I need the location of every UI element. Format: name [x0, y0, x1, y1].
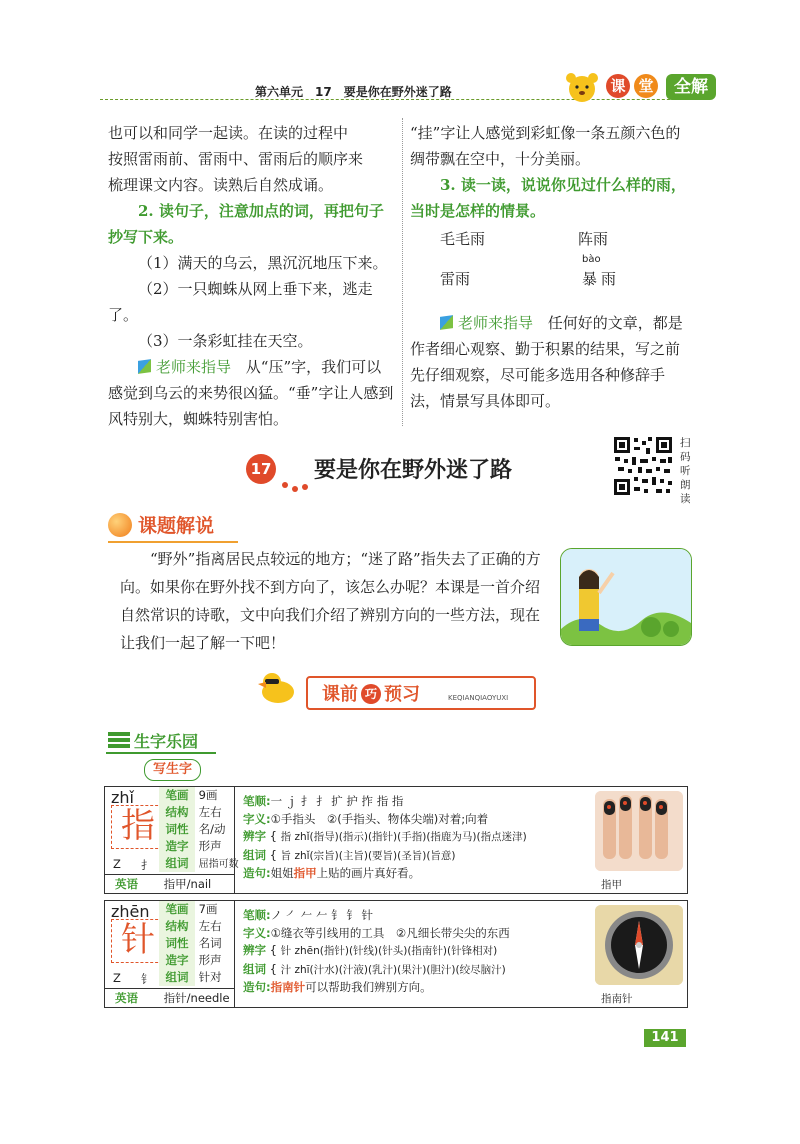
sentence-2: （2）一只蜘蛛从网上垂下来，逃走了。: [108, 280, 373, 324]
logo-char-2: 堂: [634, 74, 658, 98]
cube-icon: [440, 315, 453, 330]
field-label: 结构: [159, 918, 195, 935]
sentence: 上贴的画片真好看。: [316, 866, 421, 880]
rain-words: [410, 224, 690, 310]
group-label: 组词: [243, 847, 266, 862]
left-column: [108, 120, 394, 432]
sentence: 姐姐: [270, 866, 294, 880]
stripes-icon: [108, 732, 130, 750]
meaning-label: 字义:: [243, 811, 271, 826]
column-divider: [402, 118, 403, 426]
garden-underline: [106, 752, 216, 754]
sentence-1: （1）满天的乌云，黑沉沉地压下来。: [138, 254, 388, 272]
word: 阵雨: [578, 230, 609, 248]
write-tag: 写生字: [144, 759, 201, 781]
image-caption: 指甲: [601, 879, 622, 891]
distinguish-label: 辨字: [243, 943, 266, 957]
char-pinyin: zhēn: [111, 902, 150, 921]
field-label: 结构: [159, 804, 195, 821]
qr-label: 扫码听朗读: [680, 437, 691, 505]
garden-title: 生字乐园: [134, 732, 199, 751]
banner-text: 课前: [322, 684, 358, 705]
char-pinyin: zhǐ: [111, 788, 134, 807]
logo-text: 全解: [666, 74, 716, 100]
logo: [560, 70, 720, 104]
duck-mascot-icon: [256, 670, 300, 704]
banner-title: [322, 680, 420, 706]
pinyin: bào: [582, 254, 601, 265]
strokes: ノ ㇒ 𠂉 𠂉 钅 钅 针: [270, 908, 374, 922]
page-number: 141: [644, 1029, 686, 1047]
field-value: 针对: [198, 970, 222, 984]
meaning: ①缝衣等引线用的工具 ②凡细长带尖尖的东西: [270, 925, 510, 940]
field-value: 屈指可数: [198, 859, 239, 870]
field-label: 笔画: [159, 901, 195, 918]
text-line: 梳理课文内容。读熟后自然成诵。: [108, 176, 334, 194]
group-label: 组词: [243, 961, 266, 976]
question-3: 3. 读一读，说说你见过什么样的雨，当时是怎样的情景。: [410, 176, 686, 220]
char-card-zhen: zhēn 针 Z 钅 笔画 7画 结构 左右 词性 名词 造字 形声 组词 针对 英语 指针/needle 笔顺:ノ ㇒ 𠂉 𠂉 钅 钅 针 字义:①缝衣等引线用的工具 ②凡细长带尖尖的东西 辨字 { 针 zhēn(指针)(针线)(针头)(指南针)(针锋相对) 组词 { 汁 zhī(汁水)(汁液)(乳汁)(果汁)(胆汁)(绞尽脑汁) 造句:指南针可以帮助我们辨别方向。 指南针: [104, 900, 688, 1008]
text-line: “挂”字让人感觉到彩虹像一条五颜六色的绸带飘在空中，十分美丽。: [410, 124, 681, 168]
tip-label: 老师来指导: [156, 358, 232, 376]
dot: [292, 486, 298, 492]
logo-char-1: 课: [606, 74, 630, 98]
meaning: ①手指头 ②(手指头、物体尖端)对着;向着: [270, 811, 489, 826]
orange-icon: [108, 513, 132, 537]
girl-illustration-icon: [561, 549, 691, 645]
field-value: 名/动: [198, 822, 226, 836]
sentence-label: 造句:: [243, 866, 271, 880]
field-label: 造字: [159, 952, 195, 969]
section-title: 课题解说: [138, 515, 215, 537]
cube-icon: [138, 359, 151, 374]
topic-paragraph: “野外”指离居民点较远的地方；“迷了路”指失去了正确的方向。如果你在野外找不到方向了，该怎么办呢？本课是一首介绍自然常识的诗歌，文中向我们介绍了辨别方向的一些方法，现在让我们一起了解一下吧！: [120, 550, 541, 652]
english: 指甲/nail: [163, 877, 212, 891]
image-caption: 指南针: [601, 993, 633, 1005]
sentence-highlight: 指甲: [293, 866, 317, 880]
right-column: [410, 120, 690, 414]
char-card-zhi: zhǐ 指 Z 扌 笔画 9画 结构 左右 词性 名/动 造字 形声 组词 屈指可数 英语 指甲/nail 笔顺:一 ｊ 扌 扌 扩 护 拃 指 指 字义:①手指头 ②(手指头、物体尖端)对着;向着 辨字 { 指 zhǐ(指导)(指示)(指针)(手指)(指鹿为马)(指点迷津) 组词 { 旨 zhǐ(宗旨)(主旨)(要旨)(圣旨)(旨意) 造句:姐姐指甲上贴的画片真好看。 指甲: [104, 786, 688, 894]
bear-mascot-icon: [560, 72, 604, 104]
compass-icon: [595, 905, 683, 985]
radical: 扌: [141, 858, 153, 872]
distinguish-2: 汁 zhī(汁水)(汁液)(乳汁)(果汁)(胆汁)(绞尽脑汁): [280, 963, 506, 976]
text-line: 也可以和同学一起读。在读的过程中: [108, 124, 349, 142]
field-value: 左右: [198, 919, 222, 933]
field-value: 名词: [198, 936, 222, 950]
english-label: 英语: [115, 991, 138, 1005]
sentence: 可以帮助我们辨别方向。: [305, 980, 432, 994]
distinguish-1: 指 zhǐ(指导)(指示)(指针)(手指)(指鹿为马)(指点迷津): [280, 831, 527, 843]
preview-banner: [306, 676, 536, 710]
fingernail-photo: [595, 791, 683, 871]
english: 指针/needle: [163, 991, 230, 1005]
distinguish-label: 辨字: [243, 829, 266, 843]
sentence-label: 造句:: [243, 980, 271, 994]
tip-label: 老师来指导: [458, 314, 534, 332]
running-header: 第六单元 17 要是你在野外迷了路: [255, 85, 452, 99]
field-value: 形声: [198, 839, 222, 853]
radical-letter: Z: [113, 971, 121, 985]
field-label: 笔画: [159, 787, 195, 804]
char-glyph: 指: [121, 806, 155, 846]
banner-text: 预习: [384, 684, 420, 705]
lesson-number: 17: [246, 454, 276, 484]
sentence-3: （3）一条彩虹挂在天空。: [138, 332, 313, 350]
banner-subtitle: KEQIANQIAOYUXI: [448, 694, 509, 702]
meaning-label: 字义:: [243, 925, 271, 940]
field-value: 9画: [198, 788, 218, 802]
field-label: 组词: [159, 855, 195, 872]
distinguish-2: 旨 zhǐ(宗旨)(主旨)(要旨)(圣旨)(旨意): [280, 849, 456, 862]
text-line: 按照雷雨前、雷雨中、雷雨后的顺序来: [108, 150, 364, 168]
section-underline: [108, 541, 238, 543]
distinguish-1: 针 zhēn(指针)(针线)(针头)(指南针)(针锋相对): [280, 945, 498, 957]
radical: 钅: [141, 972, 153, 986]
lesson-title: 要是你在野外迷了路: [314, 457, 513, 483]
compass-photo: [595, 905, 683, 985]
dot: [282, 482, 288, 488]
radical-letter: Z: [113, 857, 121, 871]
strokes-label: 笔顺:: [243, 908, 271, 922]
field-label: 词性: [159, 935, 195, 952]
field-value: 形声: [198, 953, 222, 967]
nail-icon: [595, 791, 683, 871]
word: 毛毛雨: [440, 230, 486, 248]
dot: [302, 484, 308, 490]
field-label: 词性: [159, 821, 195, 838]
field-value: 左右: [198, 805, 222, 819]
question-2: 2. 读句子，注意加点的词，再把句子抄写下来。: [108, 202, 384, 246]
field-label: 造字: [159, 838, 195, 855]
tip-text: 从“压”字，我们可以感觉到乌云的来势很凶猛。“垂”字让人感到风特别大，蜘蛛特别害怕。: [108, 358, 394, 428]
strokes: 一 ｊ 扌 扌 扩 护 拃 指 指: [270, 794, 404, 808]
english-label: 英语: [115, 877, 138, 891]
banner-badge: 巧: [361, 684, 381, 704]
sentence-highlight: 指南针: [270, 980, 306, 994]
tip-text: 任何好的文章，都是作者细心观察、勤于积累的结果，写之前先仔细观察，尽可能多选用各种修辞手法，情景写具体即可。: [410, 314, 683, 410]
field-value: 7画: [198, 902, 218, 916]
word: 雷雨: [440, 270, 471, 288]
qr-code-icon[interactable]: [612, 435, 674, 497]
strokes-label: 笔顺:: [243, 794, 271, 808]
girl-pointing-illustration: [560, 548, 692, 646]
field-label: 组词: [159, 969, 195, 986]
word: 暴雨: [582, 270, 621, 288]
char-glyph: 针: [121, 920, 155, 960]
topic-text: [120, 545, 550, 657]
